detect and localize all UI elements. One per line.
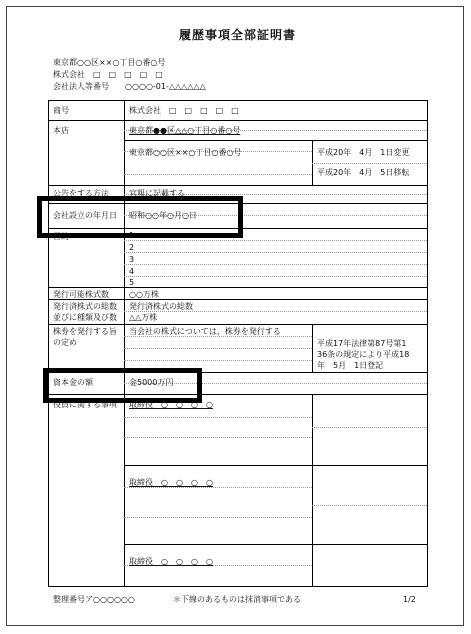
value-hakko-zumi-1: 発行済株式の総数 — [129, 302, 193, 311]
value-shogo: 株式会社 □ □ □ □ □ — [129, 106, 239, 115]
kabuken-note-1: 平成17年法律第87号第1 — [317, 339, 407, 348]
header-corp-number-label: 会社法人等番号 — [53, 82, 109, 91]
value-honten-old: 東京都●●区△△○丁目○番○号 — [129, 126, 241, 135]
kabuken-note-3: 年 5月 1日登記 — [317, 361, 384, 370]
footer-serial: 整理番号ア○○○○○○ — [53, 595, 135, 604]
document-title: 履歴事項全部証明書 — [179, 28, 297, 42]
value-hakko-zumi-2: △△万株 — [129, 313, 158, 322]
value-koukoku: 官報に記載する — [129, 189, 185, 198]
value-hakko-kano: ○○万株 — [129, 290, 159, 299]
mokuteki-item: 5 — [129, 278, 135, 287]
mokuteki-item: 4 — [129, 267, 135, 276]
label-yakuin: 役員に関する事項 — [53, 400, 117, 409]
label-koukoku: 公告をする方法 — [53, 189, 109, 198]
label-mokuteki: 目的 — [53, 232, 69, 241]
honten-move-date: 平成20年 4月 5日移転 — [317, 168, 410, 177]
header-corp-number-value: ○○○○-01-△△△△△△ — [125, 82, 206, 91]
mokuteki-item: 2 — [129, 243, 135, 252]
highlight-box-setsuritsu — [37, 196, 243, 238]
certificate-page — [6, 6, 464, 626]
director-entry: 取締役 ○ ○ ○ ○ — [129, 557, 213, 566]
label-hakko-zumi-2: 並びに種類及び数 — [53, 313, 117, 322]
director-entry: 取締役 ○ ○ ○ ○ — [129, 400, 213, 409]
label-honten: 本店 — [53, 126, 69, 135]
value-shihon: 金5000万円 — [129, 378, 174, 387]
label-hakko-zumi-1: 発行済株式の総数 — [53, 302, 117, 311]
value-setsuritsu: 昭和○○年○月○日 — [129, 211, 197, 220]
mokuteki-item: 1 — [129, 231, 135, 240]
value-kabuken: 当会社の株式については，株券を発行する — [129, 327, 281, 336]
footer-page: 1/2 — [403, 595, 416, 604]
header-company: 株式会社 □ □ □ □ □ — [53, 70, 163, 79]
honten-change-date: 平成20年 4月 1日変更 — [317, 148, 410, 157]
label-hakko-kano: 発行可能株式数 — [53, 290, 109, 299]
label-shihon: 資本金の額 — [53, 378, 93, 387]
mokuteki-item: 3 — [129, 255, 135, 264]
director-entry: 取締役 ○ ○ ○ ○ — [129, 478, 213, 487]
value-honten-new: 東京都○○区××○丁目○番○号 — [129, 148, 242, 157]
label-kabuken-1: 株券を発行する旨 — [53, 327, 117, 336]
label-shogo: 商号 — [53, 106, 69, 115]
label-setsuritsu: 会社設立の年月日 — [53, 211, 117, 220]
highlight-box-shihon — [43, 368, 202, 403]
footer-note: ＊下線のあるものは抹消事項である — [173, 595, 301, 604]
header-address: 東京都○○区××○丁目○番○号 — [53, 58, 166, 67]
label-kabuken-2: の定め — [53, 338, 77, 347]
kabuken-note-2: 36条の規定により平成18 — [317, 350, 410, 359]
